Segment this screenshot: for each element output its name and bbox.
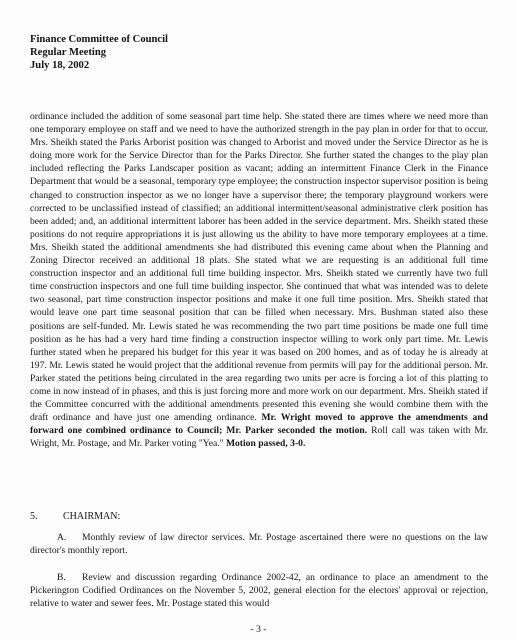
motion-statement: Mr. Wright moved to approve the amendments and forward one combined ordinance to Council; Mr. Parker seconded the motion. — [30, 412, 488, 437]
motion-result: Motion passed, 3-0. — [225, 438, 306, 450]
page-number: - 3 - — [250, 624, 267, 635]
roll-call-statement: Roll call was taken with Mr. Wright, Mr. Postage, and Mr. Parker voting "Yea." — [30, 425, 488, 450]
header-meeting-date: July 18, 2002 — [30, 60, 90, 71]
item-a-label: A. — [57, 532, 67, 543]
header-meeting-type: Regular Meeting — [30, 47, 107, 58]
agenda-item-a — [30, 531, 488, 557]
document-header — [30, 33, 168, 72]
header-committee-name: Finance Committee of Council — [30, 34, 168, 45]
item-b-text: Review and discussion regarding Ordinance 2002-42, an ordinance to place an amendment to the Pickerington Codified Ordinances on the November 5, 2002, general election for the electors' approval or rejection, relative to water and sewer fees. Mr. Postage stated this would — [30, 572, 488, 610]
section-number: 5. — [30, 511, 38, 522]
minutes-body — [30, 110, 488, 450]
item-b-label: B. — [57, 572, 66, 583]
paragraph-text: ordinance included the addition of some seasonal part time help. She stated there are times where we need more than one temporary employee on staff and we need to have the authorized strength in the pay plan in order for that to occur. Mrs. Sheikh stated the Parks Arborist position was changed to Arborist and moved under the Service Director as he is doing more work for the Service Director than for the Parks Director. She further stated the changes to the play plan included reflecting the Parks Landscaper position as vacant; adding an intermittent Finance Clerk in the Finance Department that would be a seasonal, temporary type employee; the construction inspector supervisor position is being changed to construction inspector as we no longer have a supervisor there; the temporary playground workers were corrected to be unclassified instead of classified; an additional intermittent/seasonal administrative clerk position has been added; and, an additional intermittent laborer has been added in the service department. Mrs. Sheikh stated these positions do not require appropriations it is just allowing us the ability to have more temporary employees at a time. Mrs. Sheikh stated the additional amendments she had distributed this evening came about when the Planning and Zoning Director received an additional 18 plats. She stated what we are requesting is an additional full time construction inspector and an additional full time building inspector. Mrs. Sheikh stated we currently have two full time construction inspectors and one full time building inspector. She continued that what was intended was to delete two seasonal, part time construction inspector positions and make it one full time position. Mrs. Sheikh stated that would leave one part time seasonal position that can be filled when necessary. Mrs. Bushman stated also these positions are self-funded. Mr. Lewis stated he was recommending the two part time positions be made one full time position as he has had a very hard time finding a construction inspector willing to work only part time. Mr. Lewis further stated when he prepared his budget for this year it was based on 200 homes, and as of today he is already at 197. Mr. Lewis stated he would project that the additional revenue from permits will pay for the additional person. Mr. Parker stated the petitions being circulated in the area regarding two units per acre is forcing a lot of this platting to come in now instead of in phases, and this is just forcing more and more work on our department. Mrs. Sheikh stated if the Committee concurred with the additional amendments presented this evening she would combine them with the draft ordinance and have just one amending ordinance. — [30, 111, 488, 424]
agenda-item-b — [30, 571, 488, 610]
section-heading — [30, 511, 120, 522]
section-title: CHAIRMAN: — [63, 511, 121, 522]
item-a-text: Monthly review of law director services. Mr. Postage ascertained there were no questions on the law director's monthly report. — [30, 532, 488, 557]
minutes-paragraph — [30, 110, 488, 450]
